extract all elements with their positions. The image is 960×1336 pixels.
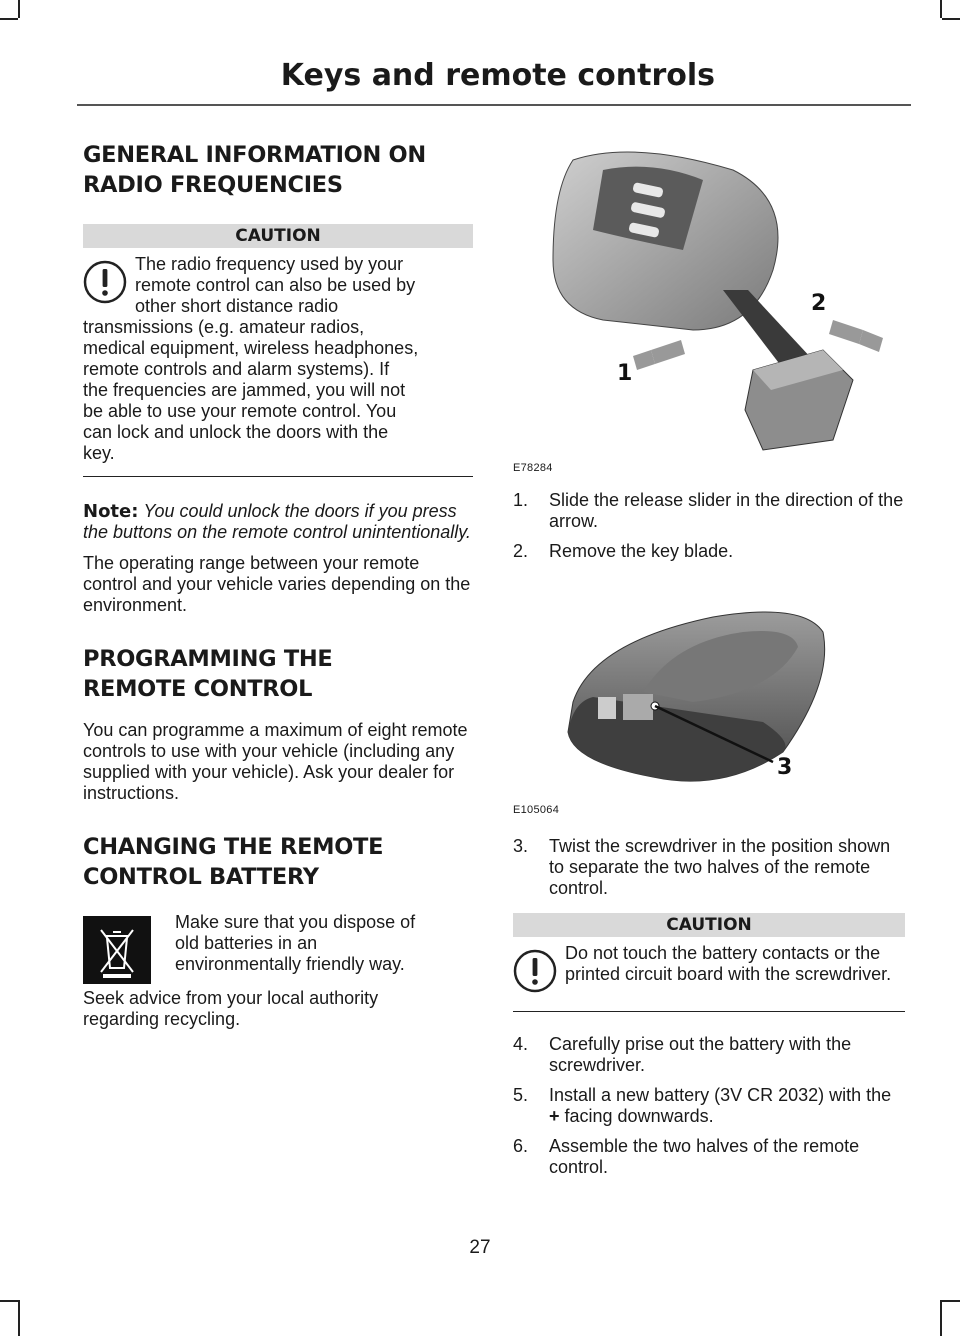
caution-title: CAUTION [513, 913, 905, 937]
warning-icon [83, 260, 127, 304]
callout-2: 2 [811, 291, 827, 316]
header-rule [77, 104, 911, 106]
list-item: 2. Remove the key blade. [513, 541, 734, 561]
caution-box [513, 913, 905, 1012]
crop-mark [940, 1300, 942, 1336]
crop-mark [18, 0, 20, 18]
warning-icon [513, 949, 557, 993]
section-heading: PROGRAMMING THE REMOTE CONTROL [83, 646, 333, 702]
note-text: You could unlock the doors if you press the buttons on the remote control unintentionally. [83, 501, 471, 542]
crop-mark [0, 1300, 18, 1302]
figure-code: E78284 [513, 462, 553, 474]
section-heading: GENERAL INFORMATION ON RADIO FREQUENCIES [83, 142, 426, 198]
range-paragraph: The operating range between your remote control and your vehicle varies depending on the environment. [83, 553, 471, 615]
remote-key-illustration [513, 140, 905, 474]
programming-paragraph: You can programme a maximum of eight remote controls to use with your vehicle (including any supplied with your vehicle). Ask your dealer for instructions. [83, 720, 468, 803]
figure-remote-open [513, 572, 905, 816]
caution-text: The radio frequency used by your remote control can also be used by other short distance radio [135, 254, 416, 316]
list-item: 5. Install a new battery (3V CR 2032) with the + facing downwards. [513, 1085, 892, 1126]
callout-3: 3 [777, 755, 793, 780]
recycling-bin-icon [83, 916, 151, 984]
list-item: 3. Twist the screwdriver in the position shown to separate the two halves of the remote control. [513, 836, 891, 898]
crop-mark [940, 0, 942, 18]
remote-open-illustration [513, 572, 905, 816]
crop-mark [942, 1300, 960, 1302]
figure-key-blade [513, 140, 905, 474]
figure-code: E105064 [513, 804, 560, 816]
recycle-text-continued: Seek advice from your local authority regarding recycling. [83, 988, 379, 1029]
list-item: 4. Carefully prise out the battery with the screwdriver. [513, 1034, 852, 1075]
crop-mark [0, 18, 18, 20]
note-paragraph [83, 501, 473, 543]
right-column [513, 140, 905, 1187]
crop-mark [942, 18, 960, 20]
callout-1: 1 [617, 361, 633, 386]
steps-list [513, 836, 905, 899]
caution-box [83, 224, 473, 477]
steps-list [513, 1034, 905, 1178]
list-item: 1. Slide the release slider in the direction of the arrow. [513, 490, 904, 531]
section-heading: CHANGING THE REMOTE CONTROL BATTERY [83, 834, 384, 890]
page-header: Keys and remote controls [280, 58, 715, 93]
caution-title: CAUTION [83, 224, 473, 248]
recycle-text: Make sure that you dispose of old batteries in an environmentally friendly way. [175, 912, 416, 974]
page-number: 27 [469, 1237, 491, 1258]
caution-text-continued: transmissions (e.g. amateur radios, medical equipment, wireless headphones, remote controls and alarm systems). If the frequencies are jammed, you will not be able to use your remote control. You can lock and unlock the doors with the key. [83, 317, 419, 463]
note-label: Note: [83, 501, 139, 522]
list-item: 6. Assemble the two halves of the remote control. [513, 1136, 860, 1177]
steps-list [513, 490, 905, 562]
left-column [83, 140, 473, 1030]
crop-mark [18, 1300, 20, 1336]
caution-text: Do not touch the battery contacts or the printed circuit board with the screwdriver. [565, 943, 892, 984]
